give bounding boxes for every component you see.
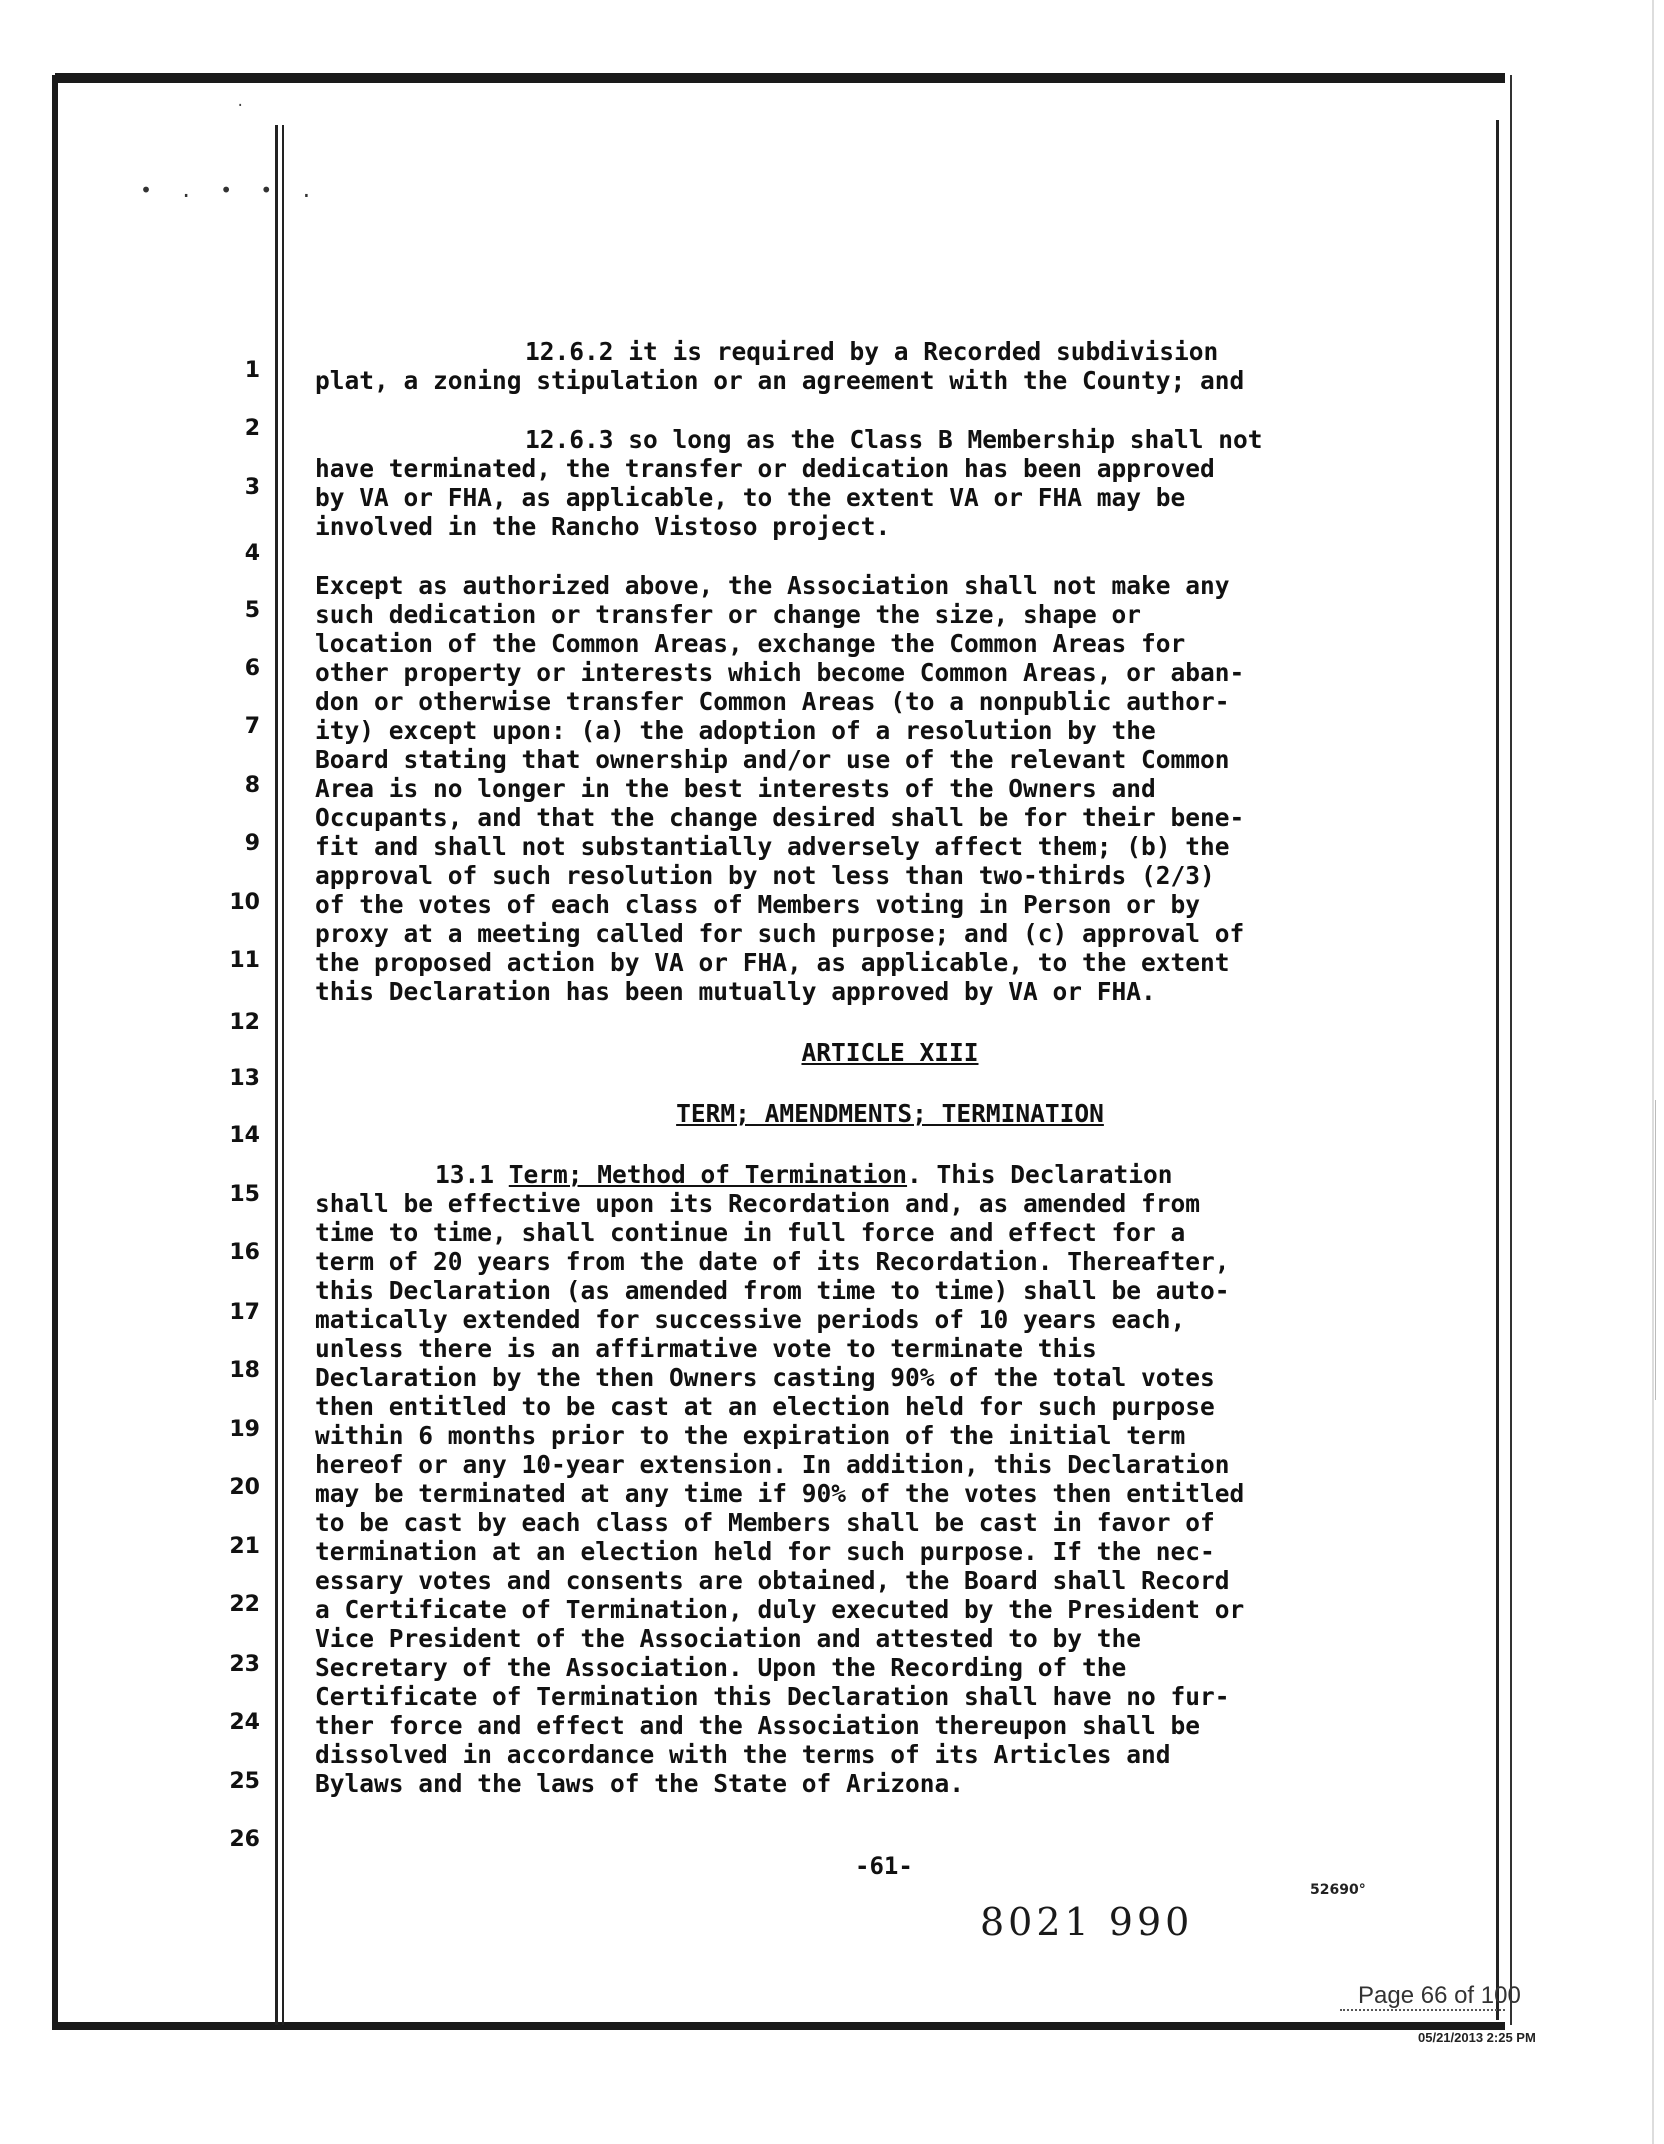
scan-edge: [1652, 0, 1654, 2144]
paragraph-spacer: [315, 1128, 1465, 1160]
line-number: 2: [244, 416, 260, 441]
paragraph-spacer: [315, 1006, 1465, 1038]
text-line: location of the Common Areas, exchange the Common Areas for: [315, 629, 1186, 658]
text-line: approval of such resolution by not less than two-thirds (2/3): [315, 861, 1215, 890]
text-line: hereof or any 10-year extension. In addition, this Declaration: [315, 1450, 1230, 1479]
page-frame-left: [52, 75, 58, 2030]
paragraph-spacer: [315, 1067, 1465, 1099]
text-line: proxy at a meeting called for such purpose; and (c) approval of: [315, 919, 1245, 948]
text-line: other property or interests which become Common Areas, or aban-: [315, 658, 1245, 687]
paragraph-12-6-3: [315, 425, 1465, 541]
recording-stamp-code: 52690°: [1310, 1882, 1366, 1898]
article-heading: ARTICLE XIII: [801, 1038, 979, 1067]
page-count-underline: [1340, 2009, 1505, 2011]
line-number: 24: [229, 1710, 260, 1735]
paragraph-spacer: [315, 395, 1465, 425]
line-number: 17: [229, 1300, 260, 1325]
scan-artifact-mark: ·: [236, 98, 245, 114]
line-number: 19: [229, 1417, 260, 1442]
text-line: to be cast by each class of Members shall be cast in favor of: [315, 1508, 1215, 1537]
text-line: Vice President of the Association and attested to by the: [315, 1624, 1142, 1653]
text-line: termination at an election held for such purpose. If the nec-: [315, 1537, 1215, 1566]
line-number: 12: [229, 1010, 260, 1035]
text-line: Secretary of the Association. Upon the Recording of the: [315, 1653, 1127, 1682]
section-heading-line: [315, 1160, 1465, 1189]
line-number: 14: [229, 1123, 260, 1148]
page-frame-right-inner: [1496, 120, 1499, 2020]
text-line: Certificate of Termination this Declaration shall have no fur-: [315, 1682, 1230, 1711]
page-frame-top: [55, 73, 1505, 83]
page-frame-bottom: [55, 2022, 1505, 2030]
text-line: ity) except upon: (a) the adoption of a resolution by the: [315, 716, 1156, 745]
article-heading-row: [315, 1038, 1465, 1067]
line-number: 20: [229, 1475, 260, 1500]
paragraph-except: [315, 571, 1465, 1006]
line-number: 3: [244, 475, 260, 500]
text-line: Area is no longer in the best interests of the Owners and: [315, 774, 1156, 803]
text-line: have terminated, the transfer or dedication has been approved: [315, 454, 1215, 483]
text-line: Board stating that ownership and/or use of the relevant Common: [315, 745, 1230, 774]
line-number: 13: [229, 1066, 260, 1091]
line-number: 4: [244, 541, 260, 566]
line-number: 9: [244, 831, 260, 856]
section-heading-rest: . This Declaration: [907, 1160, 1173, 1189]
text-line: a Certificate of Termination, duly executed by the President or: [315, 1595, 1245, 1624]
recording-stamp-number: 8021 990: [980, 1900, 1194, 1944]
text-line: Except as authorized above, the Association shall not make any: [315, 571, 1230, 600]
text-line: may be terminated at any time if 90% of the votes then entitled: [315, 1479, 1245, 1508]
text-line: fit and shall not substantially adversely affect them; (b) the: [315, 832, 1230, 861]
text-line: this Declaration has been mutually approved by VA or FHA.: [315, 977, 1156, 1006]
paragraph-12-6-2: [315, 337, 1465, 395]
line-number: 1: [244, 358, 260, 383]
text-line: this Declaration (as amended from time to time) shall be auto-: [315, 1276, 1230, 1305]
text-line: of the votes of each class of Members voting in Person or by: [315, 890, 1201, 919]
text-line: the proposed action by VA or FHA, as applicable, to the extent: [315, 948, 1230, 977]
scan-edge-tick: [1655, 1100, 1662, 1400]
line-number: 22: [229, 1592, 260, 1617]
text-line: plat, a zoning stipulation or an agreement with the County; and: [315, 366, 1245, 395]
text-line: Declaration by the then Owners casting 90% of the total votes: [315, 1363, 1215, 1392]
line-number: 21: [229, 1534, 260, 1559]
text-line: shall be effective upon its Recordation and, as amended from: [315, 1189, 1201, 1218]
text-line: time to time, shall continue in full force and effect for a: [315, 1218, 1186, 1247]
text-line: 12.6.2 it is required by a Recorded subdivision: [525, 337, 1219, 366]
text-line: within 6 months prior to the expiration of the initial term: [315, 1421, 1186, 1450]
text-line: by VA or FHA, as applicable, to the extent VA or FHA may be: [315, 483, 1186, 512]
text-line: ther force and effect and the Association thereupon shall be: [315, 1711, 1201, 1740]
line-number: 5: [244, 598, 260, 623]
text-line: Occupants, and that the change desired shall be for their bene-: [315, 803, 1245, 832]
line-number: 25: [229, 1769, 260, 1794]
line-number: 26: [229, 1827, 260, 1852]
page-frame-right-outer: [1510, 75, 1512, 2025]
text-line: term of 20 years from the date of its Recordation. Thereafter,: [315, 1247, 1230, 1276]
line-number: 15: [229, 1182, 260, 1207]
line-number: 6: [244, 656, 260, 681]
scan-artifact-dots: • . • • .: [140, 178, 321, 202]
print-timestamp: 05/21/2013 2:25 PM: [1418, 2030, 1536, 2045]
line-number: 8: [244, 773, 260, 798]
line-number: 16: [229, 1240, 260, 1265]
text-line: dissolved in accordance with the terms of its Articles and: [315, 1740, 1171, 1769]
text-line: essary votes and consents are obtained, the Board shall Record: [315, 1566, 1230, 1595]
document-body: [315, 337, 1465, 1798]
text-line: Bylaws and the laws of the State of Arizona.: [315, 1769, 965, 1798]
text-line: 12.6.3 so long as the Class B Membership shall not: [525, 425, 1263, 454]
section-heading: Term; Method of Termination: [508, 1160, 908, 1189]
line-number: 23: [229, 1652, 260, 1677]
text-line: involved in the Rancho Vistoso project.: [315, 512, 891, 541]
margin-rule: [275, 125, 278, 2025]
paragraph-13-1: [315, 1160, 1465, 1798]
text-line: such dedication or transfer or change the size, shape or: [315, 600, 1142, 629]
text-line: don or otherwise transfer Common Areas (to a nonpublic author-: [315, 687, 1230, 716]
page-count-label: Page 66 of 100: [1358, 1982, 1521, 2009]
paragraph-spacer: [315, 541, 1465, 571]
line-number: 10: [229, 890, 260, 915]
section-number: 13.1: [435, 1160, 495, 1189]
line-number: 7: [244, 714, 260, 739]
line-number: 11: [229, 948, 260, 973]
article-title-row: [315, 1099, 1465, 1128]
text-line: then entitled to be cast at an election held for such purpose: [315, 1392, 1215, 1421]
page-number: -61-: [855, 1852, 913, 1880]
line-number: 18: [229, 1358, 260, 1383]
text-line: unless there is an affirmative vote to terminate this: [315, 1334, 1097, 1363]
text-line: matically extended for successive periods of 10 years each,: [315, 1305, 1186, 1334]
article-title: TERM; AMENDMENTS; TERMINATION: [676, 1099, 1104, 1128]
margin-rule-double: [282, 125, 284, 2025]
